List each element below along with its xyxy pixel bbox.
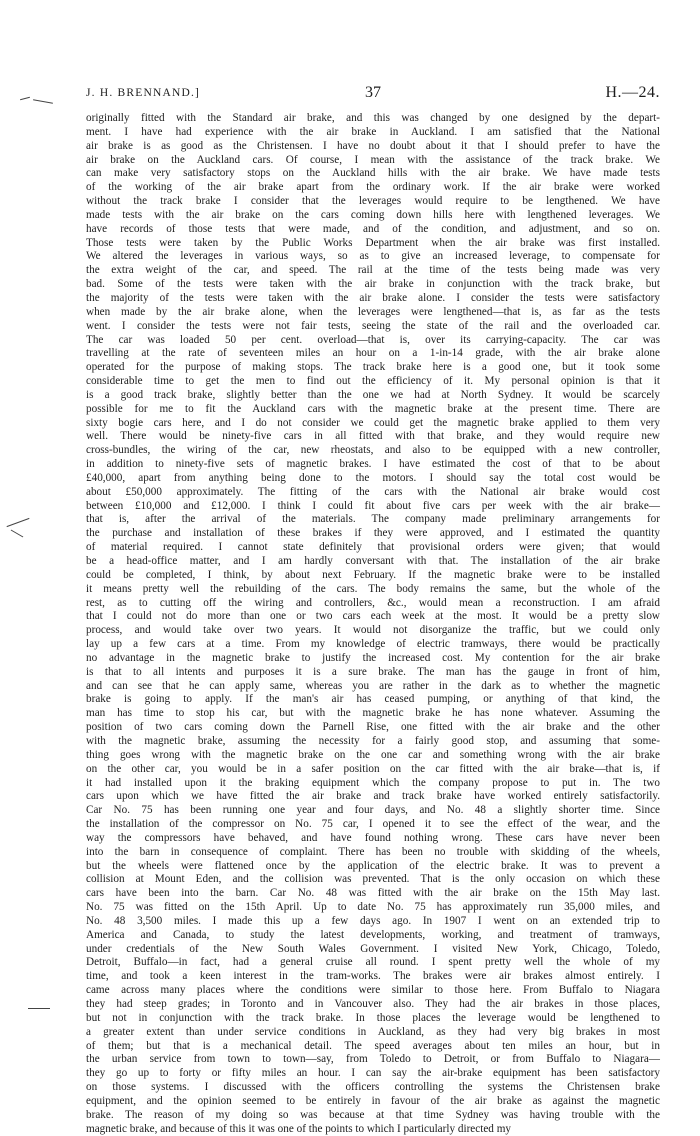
text-line: possible for me to fit the Auckland cars with the magnetic brake at the present time. There are xyxy=(86,402,660,415)
text-line: thing goes wrong with the magnetic brake on the one car and something wrong with the air brake xyxy=(86,748,660,761)
text-line: in addition to ninety-five sets of magnetic brakes. I have estimated the cost of that to be about xyxy=(86,458,660,471)
text-line: cars have been into the barn. Car No. 48 was fitted with the air brake on the 15th May last. xyxy=(86,887,660,900)
text-line: of material required. I cannot state definitely that provisional orders were given; that would xyxy=(86,541,660,554)
text-line: air brake is as good as the Christensen. I have no doubt about it that I should prefer to have the xyxy=(86,139,660,152)
text-line: under credentials of the New South Wales Government. I visited New York, Chicago, Toledo, xyxy=(86,942,660,955)
text-line: No. 48 3,500 miles. I made this up a few days ago. In 1907 I went on an extended trip to xyxy=(86,914,660,927)
text-line: brake is going to apply. If the man's air has ceased pumping, or anything of that kind, the xyxy=(86,693,660,706)
text-line: but not in conjunction with the track brake. In those places the leverage would be lengthened to xyxy=(86,1011,660,1024)
text-line: collision at Mount Eden, and the collision was prevented. That is the only occasion on which these xyxy=(86,873,660,886)
text-line: brake. The reason of my doing so was because at that time Sydney was having trouble with the xyxy=(86,1108,660,1121)
text-line: rest, as to cutting off the wiring and controllers, &c., would mean a reconstruction. I am afraid xyxy=(86,596,660,609)
text-line: way the compressors have behaved, and have found nothing wrong. These cars have never been xyxy=(86,831,660,844)
text-line: when made by the air brake alone, when the leverages were lengthened—that is, as far as the tests xyxy=(86,305,660,318)
text-line: man has time to stop his car, but with the magnetic brake he has none whatever. Assuming the xyxy=(86,707,660,720)
text-line: that I could not do more than one or two cars each week at the most. It would be a pretty slow xyxy=(86,610,660,623)
text-line: the purchase and installation of these brakes if they were approved, and I estimated the quantity xyxy=(86,527,660,540)
text-line: came across many places where the conditions were similar to those here. From Buffalo to Niagara xyxy=(86,984,660,997)
text-line: time, and took a keen interest in the tram-works. The brakes were air brakes almost entirely. I xyxy=(86,970,660,983)
text-line: lay up a few cars at a time. From my knowledge of electric tramways, there would be practically xyxy=(86,638,660,651)
text-line: is a good track brake, slightly better than the one we had at North Sydney. It would be scarcely xyxy=(86,388,660,401)
text-line: We altered the leverages in various ways, so as to give an increased leverage, to compensate for xyxy=(86,250,660,263)
text-line: air brake on the Auckland cars. Of course, I mean with the assistance of the track brake. We xyxy=(86,153,660,166)
text-line: can make very satisfactory stops on the Auckland hills with the air brake. We have made tests xyxy=(86,167,660,180)
header-document-ref: H.—24. xyxy=(605,84,660,101)
text-line: well. There would be ninety-five cars in all fitted with that brake, and they would require new xyxy=(86,430,660,443)
text-line: Those tests were taken by the Public Works Department when the air brake was first installed. xyxy=(86,236,660,249)
text-line: about £50,000 approximately. The fitting of the cars with the National air brake would cost xyxy=(86,485,660,498)
text-line: they had steep grades; in Toronto and in Vancouver also. They had the air brakes in those places, xyxy=(86,998,660,1010)
text-line: considerable time to get the men to find out the efficiency of it. My personal opinion is that it xyxy=(86,375,660,388)
text-line: it means pretty well the rebuilding of the cars. The body remains the same, but the whole of the xyxy=(86,582,660,595)
text-line: No. 75 was fitted on the 15th April. Up to date No. 75 has approximately run 35,000 miles, and xyxy=(86,901,660,914)
text-line: and can see that he can apply same, whereas you are rather in the dark as to whether the magnetic xyxy=(86,679,660,692)
text-line: originally fitted with the Standard air brake, and this was changed by one designed by the depart- xyxy=(86,112,660,124)
text-line: of the working of the air brake apart from the ordinary work. If the air brake were worked xyxy=(86,181,660,194)
text-line: travelling at the rate of seventeen miles an hour on a 1-in-14 grade, with the air brake alone xyxy=(86,347,660,360)
text-line: the urban service from town to town—say, from Toledo to Detroit, or from Buffalo to Niagara— xyxy=(86,1053,660,1066)
text-line: bad. Some of the tests were taken with the air brake in conjunction with the track brake, but xyxy=(86,278,660,291)
text-line: the majority of the tests were taken with the air brake alone. I consider the tests were satisfactory xyxy=(86,291,660,304)
text-line: that is, after the arrival of the materials. The company made preliminary arrangements for xyxy=(86,513,660,526)
body-text xyxy=(86,112,660,1136)
text-line: process, and would take over two years. It would not disorganize the traffic, but we could only xyxy=(86,624,660,637)
text-line: went. I consider the tests were not fair tests, seeing the state of the rail and the overloaded car. xyxy=(86,319,660,332)
text-line: into the barn in consequence of complaint. There has been no trouble with skidding of the wheels, xyxy=(86,845,660,858)
text-line: on those systems. I discussed with the officers controlling the systems the Christensen brake xyxy=(86,1081,660,1094)
text-line: but the wheels were flattened once by the application of the electric brake. It was to prevent a xyxy=(86,859,660,872)
text-line: between £10,000 and £12,000. I think I could fit about five cars per week with the air brake— xyxy=(86,499,660,512)
text-line: the installation of the compressor on No. 75 car, I opened it to see the effect of the wear, and the xyxy=(86,818,660,831)
text-line: cars upon which we have fitted the air brake and track brake have worked entirely satisfactorily. xyxy=(86,790,660,803)
text-line: on the other car, you would be in a safer position on the car fitted with the air brake—that is, if xyxy=(86,762,660,775)
text-line: magnetic brake, and because of this it was one of the points to which I particularly directed my xyxy=(86,1122,511,1135)
text-line: sixty bogie cars here, and I do not consider we could get the magnetic brake applied to them very xyxy=(86,416,660,429)
text-line: Detroit, Buffalo—in fact, had a general cruise all round. I spent pretty well the whole of my xyxy=(86,956,660,969)
text-line: equipment, and the opinion seemed to be entirely in favour of the air brake as against the magnetic xyxy=(86,1094,660,1107)
margin-mark xyxy=(11,530,24,538)
text-line: The car was loaded 50 per cent. overload—that is, over its carrying-capacity. The car was xyxy=(86,333,660,346)
text-line: a greater extent than under service conditions in Auckland, as they had very big brakes in most xyxy=(86,1025,660,1038)
text-line: without the track brake I consider that the leverages would require to be lengthened. We have xyxy=(86,195,660,208)
text-line: cross-bundles, the wiring of the car, new rheostats, and also to be equipped with a new controller, xyxy=(86,444,660,457)
text-line: be a head-office matter, and I am hardly conversant with that. The installation of the air brake xyxy=(86,555,660,567)
text-line: America and Canada, to study the latest developments, working, and treatment of tramways, xyxy=(86,928,660,941)
text-line: of them; but that is a mechanical detail. The speed averages about ten miles an hour, but in xyxy=(86,1039,660,1052)
margin-mark xyxy=(33,99,53,103)
text-line: operated for the purpose of making stops. The track brake here is a good one, but it took some xyxy=(86,361,660,374)
text-line: the extra weight of the car, and speed. The rail at the time of the tests being made was very xyxy=(86,264,660,277)
text-line: is that to all intents and purposes it is a sure brake. The man has the gauge in front of him, xyxy=(86,665,660,678)
text-line: position of two cars coming down the Parnell Rise, one fitted with the air brake and the other xyxy=(86,721,660,734)
text-line: it had installed upon it the braking equipment which the company propose to put in. The two xyxy=(86,776,660,789)
header-author: J. H. BRENNAND.] xyxy=(86,87,201,99)
margin-mark xyxy=(7,518,30,527)
text-line: they go up to forty or fifty miles an hour. I can say the air-brake equipment has been satisfactory xyxy=(86,1067,660,1080)
header-page-number: 37 xyxy=(365,84,381,101)
text-line: with the magnetic brake, assuming the necessity for a fairly good stop, and assuming that some- xyxy=(86,734,660,747)
text-line: Car No. 75 has been running one year and four days, and No. 48 a slightly shorter time. Since xyxy=(86,804,660,817)
text-line: have records of those tests that were made, and of the condition, and adjustment, and so on. xyxy=(86,222,660,235)
text-line: £40,000, apart from anything being done to the motors. I should say the total cost would be xyxy=(86,471,660,484)
page-header xyxy=(86,84,660,106)
text-line: ment. I have had experience with the air brake in Auckland. I am satisfied that the National xyxy=(86,125,660,138)
text-line: made tests with the air brake on the cars coming down hills here with lengthened leverages. We xyxy=(86,208,660,221)
margin-mark xyxy=(20,97,30,101)
text-line: no advantage in the magnetic brake to justify the increased cost. My contention for the air brake xyxy=(86,651,660,664)
margin-mark xyxy=(28,1008,50,1009)
text-line: could be completed, I think, by about next February. If the magnetic brake were to be installed xyxy=(86,568,660,581)
